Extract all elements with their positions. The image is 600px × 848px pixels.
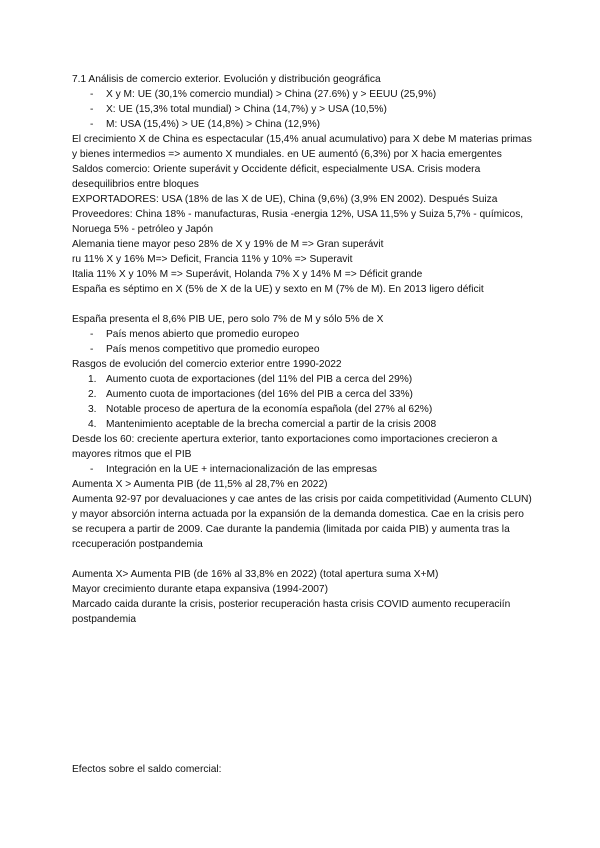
list-item [72,417,532,432]
item-number: 1. [88,374,97,385]
item-text: Mantenimiento aceptable de la brecha comercial a partir de la crisis 2008 [106,419,437,430]
paragraph: El crecimiento X de China es espectacular (15,4% anual acumulativo) para X debe M materias primas y bienes intermedios => aumento X mundiales. en UE aumentó (6,3%) por X hacia emergentes [72,134,532,160]
section-heading: 7.1 Análisis de comercio exterior. Evolución y distribución geográfica [72,74,381,85]
rasgos-title: Rasgos de evolución del comercio exterior entre 1990-2022 [72,359,342,370]
paragraph: Desde los 60: creciente apertura exterior, tanto exportaciones como importaciones crecieron a mayores ritmos que el PIB [72,434,498,460]
paragraph: EXPORTADORES: USA (18% de las X de UE), China (9,6%) (3,9% EN 2002). Después Suiza [72,194,498,205]
spain-list [72,327,532,357]
share-list [72,87,532,132]
paragraph: Alemania tiene mayor peso 28% de X y 19% de M => Gran superávit [72,239,384,250]
list-item: - Integración en la UE + internacionalización de las empresas [72,462,532,477]
paragraph: Mayor crecimiento durante etapa expansiva (1994-2007) [72,584,328,595]
paragraph: Aumenta X> Aumenta PIB (de 16% al 33,8% en 2022) (total apertura suma X+M) [72,569,439,580]
document-body [72,72,532,627]
item-number: 3. [88,404,97,415]
item-text: Aumento cuota de exportaciones (del 11% del PIB a cerca del 29%) [106,374,413,385]
paragraph: Aumenta 92-97 por devaluaciones y cae antes de las crisis por caida competitividad (Aumento CLUN) y mayor absorción interna actuada por la expansión de la demanda domestica. Cae en la crisis pero se recupera a partir de 2009. Cae durante la pandemia (limitada por caida PIB) y aumenta tras la rcecuperación postpandemia [72,494,532,550]
paragraph: España presenta el 8,6% PIB UE, pero solo 7% de M y sólo 5% de X [72,314,384,325]
rasgos-list [72,372,532,432]
item-number: 4. [88,419,97,430]
list-item [72,402,532,417]
item-text: Notable proceso de apertura de la economía española (del 27% al 62%) [106,404,433,415]
list-item: - M: USA (15,4%) > UE (14,8%) > China (12,9%) [72,117,532,132]
spacer [72,297,532,312]
item-text: Aumento cuota de importaciones (del 16% del PIB a cerca del 33%) [106,389,413,400]
list-item: - X y M: UE (30,1% comercio mundial) > China (27.6%) y > EEUU (25,9%) [72,87,532,102]
efectos-heading: Efectos sobre el saldo comercial: [72,764,222,775]
list-item [72,372,532,387]
paragraph: Aumenta X > Aumenta PIB (de 11,5% al 28,7% en 2022) [72,479,328,490]
paragraph: ru 11% X y 16% M=> Deficit, Francia 11% y 10% => Superavit [72,254,353,265]
list-item [72,387,532,402]
paragraph: España es séptimo en X (5% de X de la UE) y sexto en M (7% de M). En 2013 ligero déficit [72,284,484,295]
paragraph: Saldos comercio: Oriente superávit y Occidente déficit, especialmente USA. Crisis modera desequilibrios entre bloques [72,164,481,190]
paragraph: Italia 11% X y 10% M => Superávit, Holanda 7% X y 14% M => Déficit grande [72,269,423,280]
list-item: - X: UE (15,3% total mundial) > China (14,7%) y > USA (10,5%) [72,102,532,117]
integracion-list [72,462,532,477]
spacer [72,552,532,567]
item-number: 2. [88,389,97,400]
paragraph: Proveedores: China 18% - manufacturas, Rusia -energia 12%, USA 11,5% y Suiza 5,7% - químicos, Noruega 5% - petróleo y Japón [72,209,524,235]
paragraph: Marcado caida durante la crisis, posterior recuperación hasta crisis COVID aumento recuperaciín postpandemia [72,599,511,625]
list-item: - País menos competitivo que promedio europeo [72,342,532,357]
list-item: - País menos abierto que promedio europeo [72,327,532,342]
